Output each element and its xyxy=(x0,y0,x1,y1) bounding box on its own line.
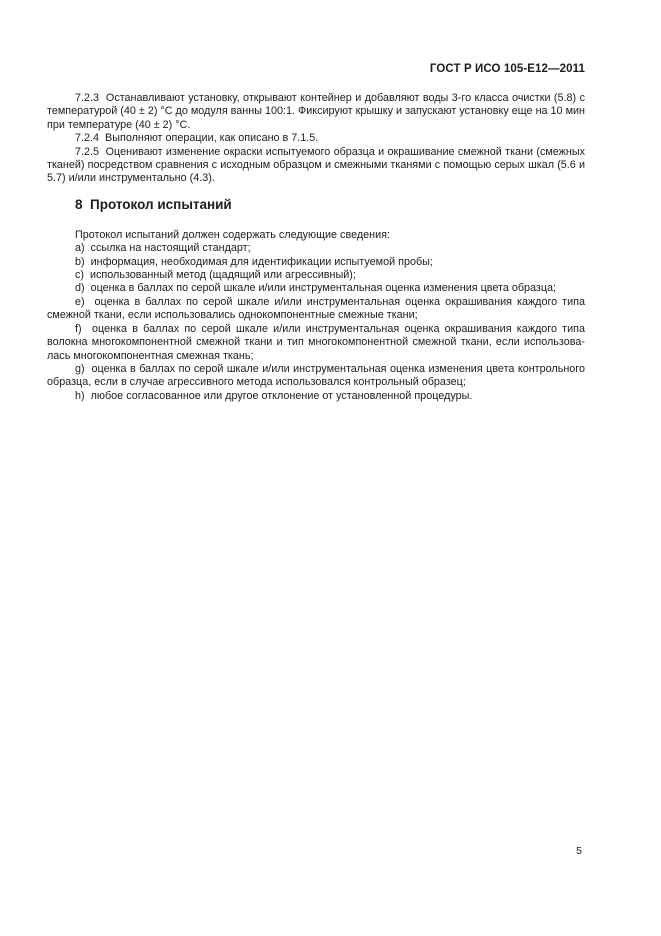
clause-7-2-5: 7.2.5 Оценивают изменение окраски испытуемого образца и окрашивание смежной ткани (смежных тканей) посредством сравнения с исходным образцом и смежными тканями с помощью серых шкал (5.6 и 5.7) и/или инструментально (4.3). xyxy=(47,145,585,185)
list-item-g: g) оценка в баллах по серой шкале и/или инструментальная оценка изменения цвета контрольного образца, если в случае агрессивного метода использовался контрольный образец; xyxy=(47,362,585,389)
clause-7-2-3: 7.2.3 Останавливают установку, открывают контейнер и добавляют воды 3-го класса очистки (5.8) с температурой (40 ± 2) °С до модуля ванны 100:1. Фиксируют крышку и запускают установку еще на 10 мин при температуре (40 ± 2) °С. xyxy=(47,92,585,131)
page-number: 5 xyxy=(576,845,582,857)
list-item-e: e) оценка в баллах по серой шкале и/или инструментальная оценка окрашивания каждого типа смежной ткани, если использовались однокомпонентные смежные ткани; xyxy=(47,295,585,322)
list-item-f: f) оценка в баллах по серой шкале и/или инструментальная оценка окрашивания каждого типа волокна многокомпонентной смежной ткани и тип многокомпонентной смежной ткани, если использовалась многокомпонентная смежная ткань; xyxy=(47,322,585,362)
clause-7-2-4: 7.2.4 Выполняют операции, как описано в 7.1.5. xyxy=(75,132,319,145)
list-item-b: b) информация, необходимая для идентификации испытуемой пробы; xyxy=(75,255,433,268)
list-item-a: a) ссылка на настоящий стандарт; xyxy=(75,242,251,255)
section-8-intro: Протокол испытаний должен содержать следующие сведения: xyxy=(75,228,390,241)
list-item-h: h) любое согласованное или другое отклонение от установленной процедуры. xyxy=(75,389,473,402)
list-item-d: d) оценка в баллах по серой шкале и/или инструментальная оценка изменения цвета образца; xyxy=(75,282,557,295)
running-header-document-code: ГОСТ Р ИСО 105-Е12—2011 xyxy=(429,63,585,75)
list-item-c: c) использованный метод (щадящий или агрессивный); xyxy=(75,269,356,282)
document-body xyxy=(47,92,585,403)
section-8-heading: 8 Протокол испытаний xyxy=(75,196,232,212)
